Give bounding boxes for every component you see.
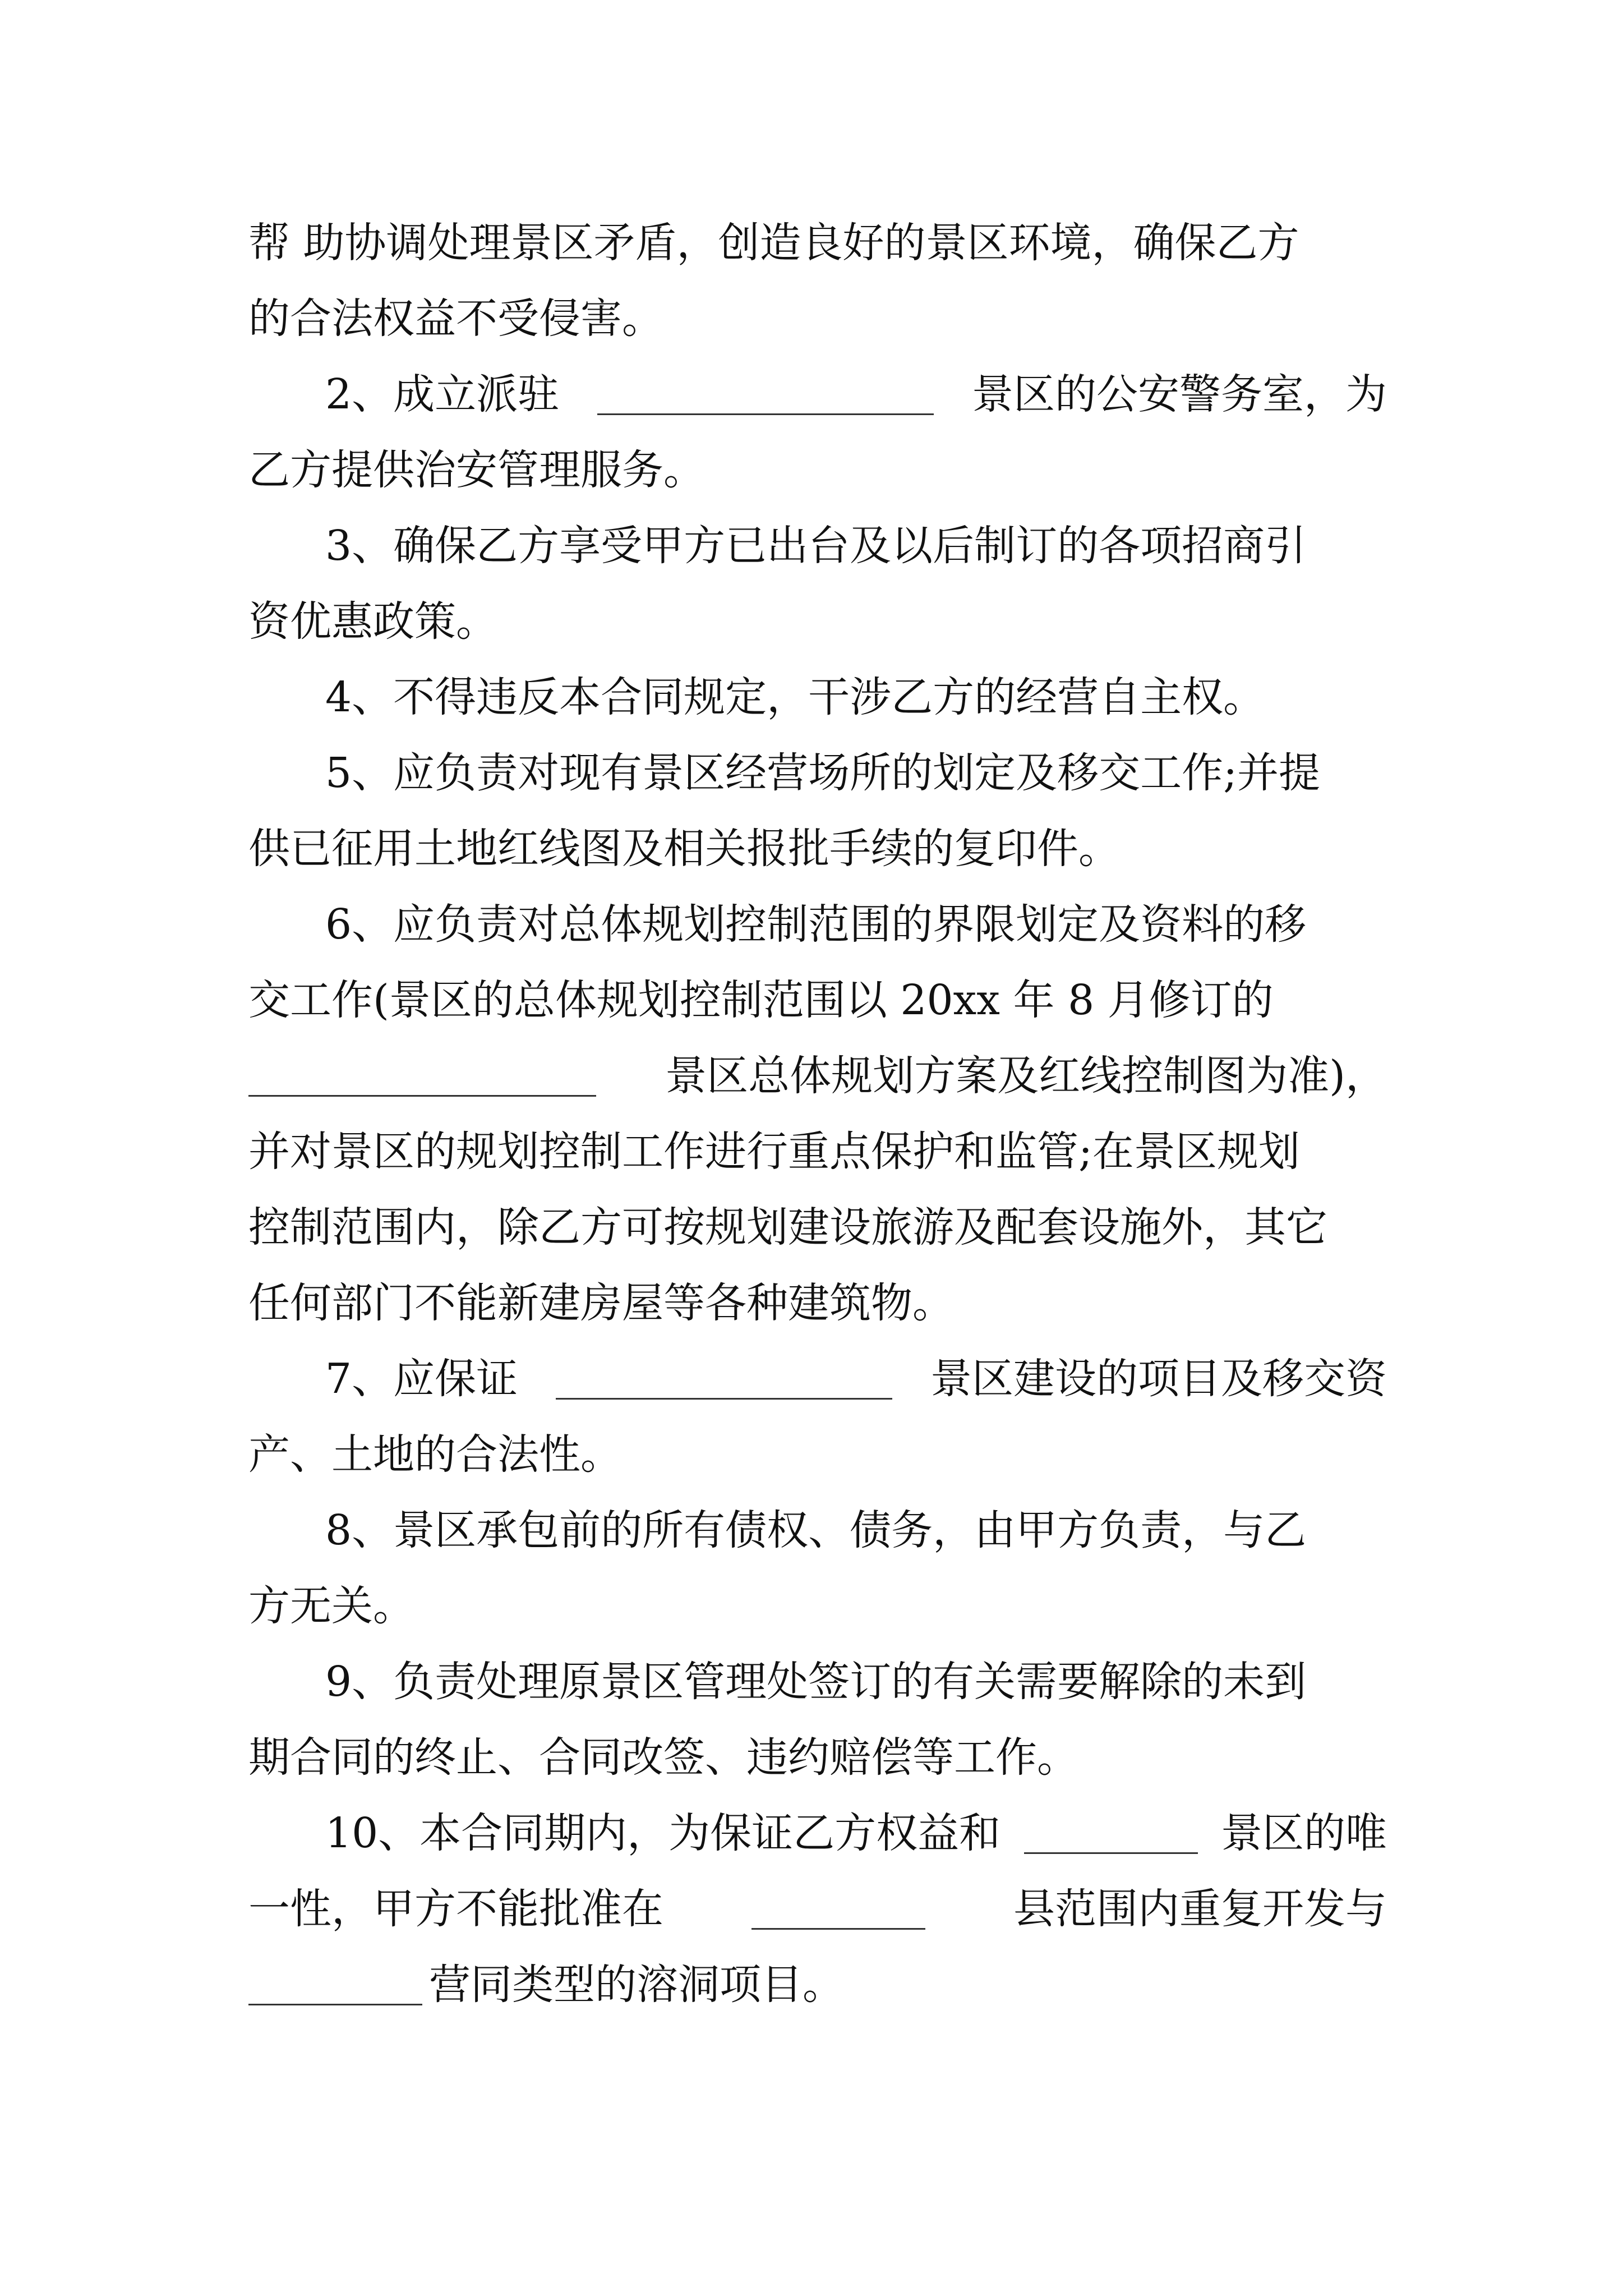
line-text: 营同类型的溶洞项目。 <box>429 1961 844 2009</box>
text-line <box>325 1348 1387 1410</box>
line-text: 控制范围内，除乙方可按规划建设旅游及配套设施外，其它 <box>248 1203 1327 1251</box>
line-text: 期合同的终止、合同改签、违约赔偿等工作。 <box>248 1733 1078 1782</box>
line-text: 交工作(景区的总体规划控制范围以 20xx 年 8 月修订的 <box>248 976 1274 1024</box>
text-line <box>325 1651 1387 1713</box>
fill-in-blank[interactable] <box>248 1056 596 1097</box>
line-text: 景区的公安警务室，为 <box>972 370 1387 418</box>
line-text: 帮 助协调处理景区矛盾，创造良好的景区环境，确保乙方 <box>248 219 1299 267</box>
line-text: 产、土地的合法性。 <box>248 1430 622 1479</box>
line-text: 景区建设的项目及移交资 <box>930 1355 1387 1403</box>
line-text: 景区总体规划方案及红线控制图为准)， <box>665 1052 1387 1100</box>
text-line <box>248 288 1387 349</box>
line-text: 6、应负责对总体规划控制范围的界限划定及资料的移 <box>325 900 1307 949</box>
text-line <box>248 1727 1387 1788</box>
line-text: 7、应保证 <box>325 1355 518 1403</box>
fill-in-blank[interactable] <box>556 1359 892 1400</box>
text-line <box>325 742 1387 804</box>
line-text: 10、本合同期内，为保证乙方权益和 <box>325 1809 1001 1857</box>
line-text: 5、应负责对现有景区经营场所的划定及移交工作;并提 <box>325 749 1321 797</box>
text-line <box>248 1878 1387 1940</box>
line-text: 9、负责处理原景区管理处签订的有关需要解除的未到 <box>325 1658 1307 1706</box>
text-line <box>248 1121 1387 1182</box>
text-line <box>248 969 1387 1031</box>
line-text: 并对景区的规划控制工作进行重点保护和监管;在景区规划 <box>248 1128 1300 1176</box>
fill-in-blank[interactable] <box>1024 1813 1198 1854</box>
line-text: 的合法权益不受侵害。 <box>248 295 663 343</box>
line-text: 任何部门不能新建房屋等各种建筑物。 <box>248 1279 954 1327</box>
line-text: 一性，甲方不能批准在 <box>248 1885 663 1933</box>
fill-in-blank[interactable] <box>751 1889 925 1930</box>
line-text: 8、景区承包前的所有债权、债务，由甲方负责，与乙 <box>325 1506 1307 1554</box>
text-line <box>325 894 1387 955</box>
text-line <box>248 1197 1387 1258</box>
text-line <box>248 439 1387 501</box>
line-text: 乙方提供治安管理服务。 <box>248 446 705 494</box>
text-line <box>248 1424 1387 1485</box>
line-text: 景区的唯 <box>1220 1809 1387 1857</box>
text-line <box>248 1272 1387 1334</box>
fill-in-blank[interactable] <box>597 374 934 415</box>
line-text: 县范围内重复开发与 <box>1013 1885 1387 1933</box>
text-line <box>325 515 1387 577</box>
text-line <box>325 1499 1387 1561</box>
line-text: 3、确保乙方享受甲方已出台及以后制订的各项招商引 <box>325 522 1307 570</box>
line-text: 供已征用土地红线图及相关报批手续的复印件。 <box>248 825 1120 873</box>
text-line <box>248 1045 1387 1107</box>
text-line <box>248 818 1387 880</box>
text-line <box>248 1575 1387 1637</box>
text-line <box>248 1954 1387 2016</box>
text-line <box>248 212 1387 274</box>
line-text: 资优惠政策。 <box>248 597 497 646</box>
line-text: 4、不得违反本合同规定，干涉乙方的经营自主权。 <box>325 673 1265 721</box>
line-text: 2、成立派驻 <box>325 370 560 418</box>
text-line <box>325 1802 1387 1864</box>
text-line <box>248 591 1387 652</box>
line-text: 方无关。 <box>248 1582 414 1630</box>
text-line <box>325 364 1387 425</box>
text-line <box>325 666 1387 728</box>
fill-in-blank[interactable] <box>248 1964 422 2005</box>
